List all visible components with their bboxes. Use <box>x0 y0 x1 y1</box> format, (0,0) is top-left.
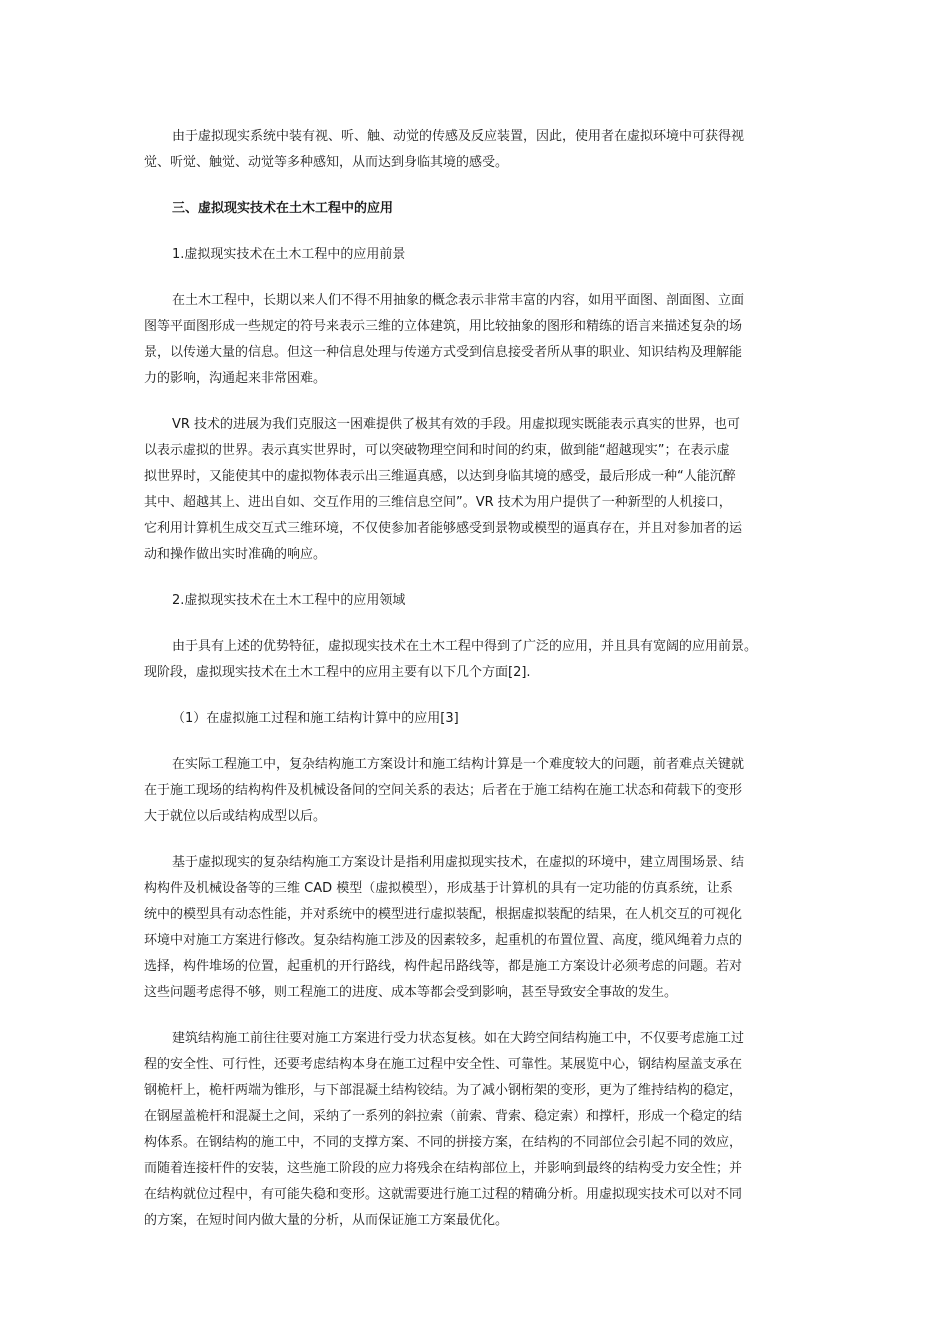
text-line: 程的安全性、可行性，还要考虑结构本身在施工过程中安全性、可靠性。某展览中心，钢结构屋盖支承在 <box>144 1057 743 1072</box>
body-paragraph <box>144 124 814 176</box>
text-line: 构体系。在钢结构的施工中，不同的支撑方案、不同的拼接方案，在结构的不同部位会引起不同的效应， <box>144 1135 743 1150</box>
text-line: 力的影响，沟通起来非常困难。 <box>144 371 327 386</box>
text-line: 统中的模型具有动态性能，并对系统中的模型进行虚拟装配，根据虚拟装配的结果，在人机交互的可视化 <box>144 907 743 922</box>
text-line: 以表示虚拟的世界。表示真实世界时，可以突破物理空间和时间的约束，做到能“超越现实”；在表示虚 <box>144 443 730 458</box>
subsection-heading <box>144 588 814 614</box>
body-paragraph <box>144 1026 814 1234</box>
text-line: 图等平面图形成一些规定的符号来表示三维的立体建筑，用比较抽象的图形和精练的语言来描述复杂的场 <box>144 319 743 334</box>
text-line: 景，以传递大量的信息。但这一种信息处理与传递方式受到信息接受者所从事的职业、知识结构及理解能 <box>144 345 743 360</box>
text-line: VR 技术的进展为我们克服这一困难提供了极其有效的手段。用虚拟现实既能表示真实的世界，也可 <box>172 417 741 432</box>
text-line: 在钢屋盖桅杆和混凝土之间，采纳了一系列的斜拉索（前索、背索、稳定索）和撑杆，形成一个稳定的结 <box>144 1109 743 1124</box>
text-line: 动和操作做出实时准确的响应。 <box>144 547 327 562</box>
text-line: 的方案，在短时间内做大量的分析，从而保证施工方案最优化。 <box>144 1213 509 1228</box>
text-line: 构构件及机械设备等的三维 CAD 模型（虚拟模型），形成基于计算机的具有一定功能的仿真系统，让系 <box>144 881 733 896</box>
text-line: 大于就位以后或结构成型以后。 <box>144 809 327 824</box>
text-line: 其中、超越其上、进出自如、交互作用的三维信息空间”。VR 技术为用户提供了一种新型的人机接口， <box>144 495 732 510</box>
text-line: 建筑结构施工前往往要对施工方案进行受力状态复核。如在大跨空间结构施工中，不仅要考虑施工过 <box>172 1031 745 1046</box>
body-paragraph <box>144 412 814 568</box>
body-paragraph <box>144 288 814 392</box>
text-line: 三、虚拟现实技术在土木工程中的应用 <box>172 201 394 216</box>
text-line: 在于施工现场的结构构件及机械设备间的空间关系的表达；后者在于施工结构在施工状态和荷载下的变形 <box>144 783 743 798</box>
text-line: 在结构就位过程中，有可能失稳和变形。这就需要进行施工过程的精确分析。用虚拟现实技术可以对不同 <box>144 1187 743 1202</box>
subsection-heading <box>144 706 814 732</box>
text-line: 觉、听觉、触觉、动觉等多种感知，从而达到身临其境的感受。 <box>144 155 509 170</box>
subsection-heading <box>144 242 814 268</box>
text-line: 它利用计算机生成交互式三维环境，不仅使参加者能够感受到景物或模型的逼真存在，并且对参加者的运 <box>144 521 743 536</box>
text-line: 这些问题考虑得不够，则工程施工的进度、成本等都会受到影响，甚至导致安全事故的发生。 <box>144 985 678 1000</box>
text-line: 基于虚拟现实的复杂结构施工方案设计是指利用虚拟现实技术，在虚拟的环境中，建立周围场景、结 <box>172 855 745 870</box>
text-line: 由于具有上述的优势特征，虚拟现实技术在土木工程中得到了广泛的应用，并且具有宽阔的应用前景。 <box>172 639 758 654</box>
text-line: （1）在虚拟施工过程和施工结构计算中的应用[3] <box>172 711 459 726</box>
text-line: 2.虚拟现实技术在土木工程中的应用领域 <box>172 593 406 608</box>
text-line: 而随着连接杆件的安装，这些施工阶段的应力将残余在结构部位上，并影响到最终的结构受力安全性；并 <box>144 1161 743 1176</box>
text-line: 选择，构件堆场的位置，起重机的开行路线，构件起吊路线等，都是施工方案设计必须考虑的问题。若对 <box>144 959 743 974</box>
body-paragraph <box>144 634 814 686</box>
text-line: 拟世界时，又能使其中的虚拟物体表示出三维逼真感，以达到身临其境的感受，最后形成一种“人能沉醉 <box>144 469 736 484</box>
text-line: 现阶段，虚拟现实技术在土木工程中的应用主要有以下几个方面[2]. <box>144 665 531 680</box>
text-line: 在土木工程中，长期以来人们不得不用抽象的概念表示非常丰富的内容，如用平面图、剖面图、立面 <box>172 293 745 308</box>
body-paragraph <box>144 752 814 830</box>
text-line: 1.虚拟现实技术在土木工程中的应用前景 <box>172 247 406 262</box>
text-line: 钢桅杆上，桅杆两端为锥形，与下部混凝土结构铰结。为了减小钢桁架的变形，更为了维持结构的稳定， <box>144 1083 743 1098</box>
document-page <box>144 124 814 1234</box>
text-line: 在实际工程施工中，复杂结构施工方案设计和施工结构计算是一个难度较大的问题，前者难点关键就 <box>172 757 745 772</box>
text-line: 由于虚拟现实系统中装有视、听、触、动觉的传感及反应装置，因此，使用者在虚拟环境中可获得视 <box>172 129 745 144</box>
text-line: 环境中对施工方案进行修改。复杂结构施工涉及的因素较多，起重机的布置位置、高度，缆风绳着力点的 <box>144 933 743 948</box>
body-paragraph <box>144 850 814 1006</box>
section-heading <box>144 196 814 222</box>
